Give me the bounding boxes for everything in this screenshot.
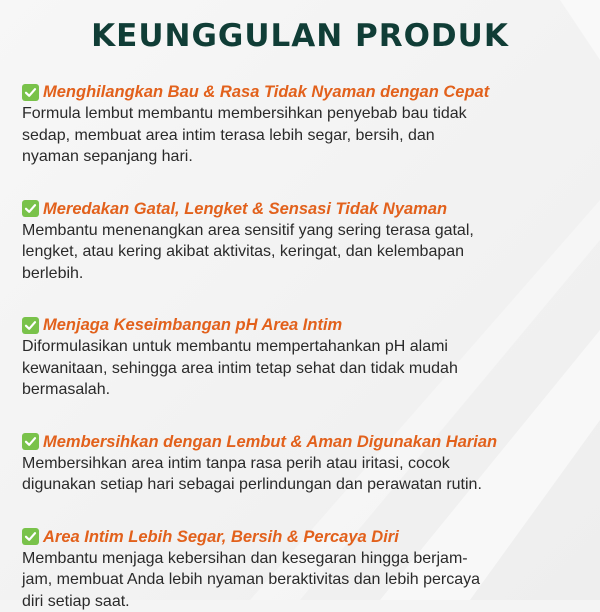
item-description: Formula lembut membantu membersihkan penyebab bau tidak sedap, membuat area intim terasa lebih segar, bersih, dan nyaman sepanjang hari. [22,103,578,168]
item-header [22,81,578,103]
benefit-list [22,81,578,612]
page-title: KEUNGGULAN PRODUK [22,0,578,64]
item-header [22,431,578,453]
item-title: Meredakan Gatal, Lengket & Sensasi Tidak Nyaman [43,198,447,220]
list-item [22,198,578,285]
list-item [22,431,578,496]
check-mark-icon [22,528,39,545]
check-mark-icon [22,317,39,334]
item-title: Menjaga Keseimbangan pH Area Intim [43,314,342,336]
item-description: Membersihkan area intim tanpa rasa perih atau iritasi, cocok digunakan setiap hari sebagai perlindungan dan perawatan rutin. [22,453,578,496]
item-title: Menghilangkan Bau & Rasa Tidak Nyaman dengan Cepat [43,81,489,103]
item-header [22,526,578,548]
list-item [22,314,578,401]
item-header [22,314,578,336]
item-description: Membantu menjaga kebersihan dan kesegaran hingga berjam- jam, membuat Anda lebih nyaman beraktivitas dan lebih percaya diri setiap saat. [22,548,578,612]
list-item [22,81,578,168]
item-header [22,198,578,220]
item-title: Area Intim Lebih Segar, Bersih & Percaya Diri [43,526,399,548]
list-item [22,526,578,612]
check-mark-icon [22,84,39,101]
check-mark-icon [22,433,39,450]
item-title: Membersihkan dengan Lembut & Aman Digunakan Harian [43,431,497,453]
item-description: Membantu menenangkan area sensitif yang sering terasa gatal, lengket, atau kering akibat aktivitas, keringat, dan kelembapan berlebih. [22,220,578,285]
check-mark-icon [22,200,39,217]
item-description: Diformulasikan untuk membantu mempertahankan pH alami kewanitaan, sehingga area intim tetap sehat dan tidak mudah bermasalah. [22,336,578,401]
